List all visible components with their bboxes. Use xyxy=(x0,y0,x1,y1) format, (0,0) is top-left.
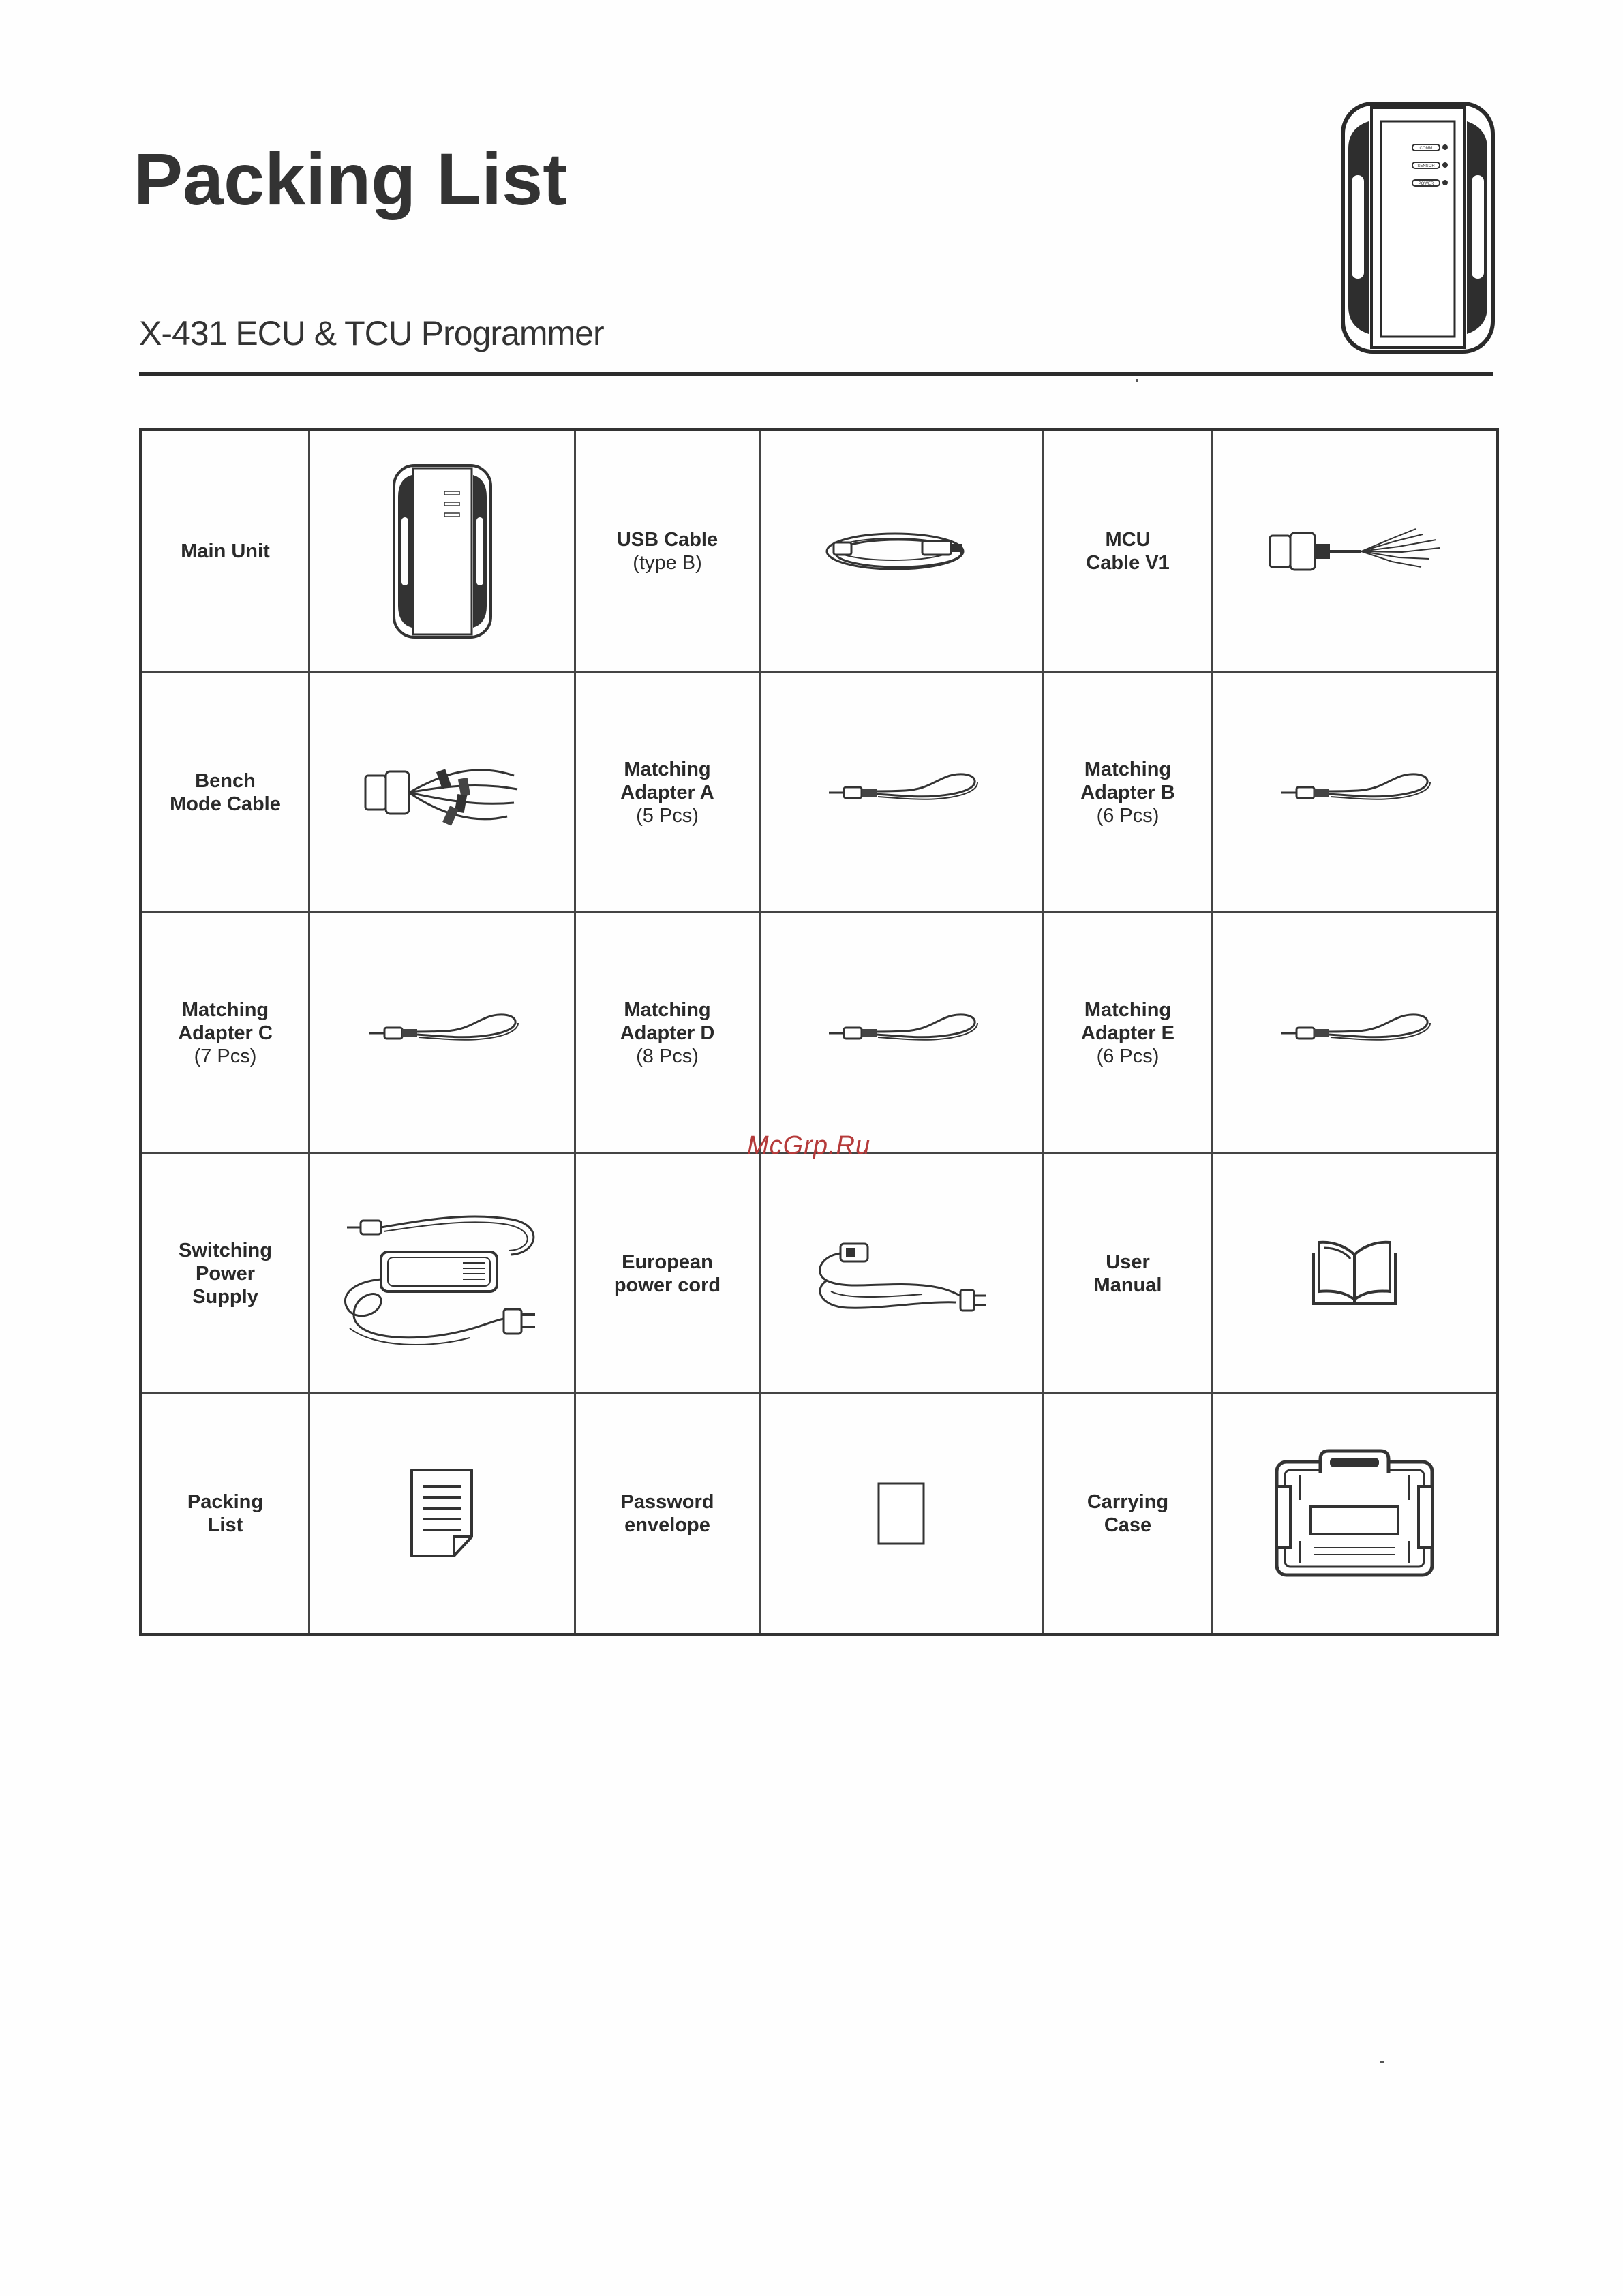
item-image-user-manual xyxy=(1213,1154,1498,1394)
hero-led-sensor: SENSOR xyxy=(1417,164,1435,168)
adapter-cable-icon xyxy=(364,1009,521,1057)
item-label-power-cord: European power cord xyxy=(575,1154,760,1394)
item-image-adapter-a xyxy=(760,673,1044,913)
page-subtitle: X-431 ECU & TCU Programmer xyxy=(139,314,604,352)
item-label-password-envelope: Password envelope xyxy=(575,1394,760,1635)
item-image-carrying-case xyxy=(1213,1394,1498,1635)
power-supply-icon xyxy=(333,1192,551,1356)
item-image-mcu-cable xyxy=(1213,430,1498,673)
scan-speck xyxy=(1136,379,1138,382)
title-divider xyxy=(139,372,1493,376)
adapter-cable-icon xyxy=(823,1009,980,1057)
item-label-adapter-a: Matching Adapter A (5 Pcs) xyxy=(575,673,760,913)
usb-cable-icon xyxy=(820,514,984,589)
item-image-adapter-e xyxy=(1213,913,1498,1154)
table-row xyxy=(141,913,1498,1154)
packing-table xyxy=(139,428,1499,1636)
book-icon xyxy=(1307,1233,1402,1315)
item-image-bench-mode-cable xyxy=(309,673,575,913)
item-label-carrying-case: Carrying Case xyxy=(1044,1394,1213,1635)
item-label-adapter-b: Matching Adapter B (6 Pcs) xyxy=(1044,673,1213,913)
scan-speck xyxy=(1380,2061,1384,2063)
table-row xyxy=(141,673,1498,913)
table-row xyxy=(141,430,1498,673)
hero-led-comm: COMM xyxy=(1419,147,1433,151)
item-image-password-envelope xyxy=(760,1394,1044,1635)
item-label-packing-list: Packing List xyxy=(141,1394,309,1635)
adapter-cable-icon xyxy=(1276,769,1433,816)
page-title: Packing List xyxy=(134,138,568,220)
item-image-main-unit xyxy=(309,430,575,673)
adapter-cable-icon xyxy=(823,769,980,816)
watermark: McGrp.Ru xyxy=(747,1131,871,1160)
table-row xyxy=(141,1394,1498,1635)
item-image-power-cord xyxy=(760,1154,1044,1394)
main-unit-device-icon xyxy=(1339,101,1497,354)
item-image-adapter-b xyxy=(1213,673,1498,913)
item-label-power-supply: Switching Power Supply xyxy=(141,1154,309,1394)
hero-led-power: POWER xyxy=(1418,182,1434,186)
table-row xyxy=(141,1154,1498,1394)
item-image-adapter-c xyxy=(309,913,575,1154)
item-image-adapter-d xyxy=(760,913,1044,1154)
adapter-cable-icon xyxy=(1276,1009,1433,1057)
document-icon xyxy=(405,1466,480,1561)
item-label-mcu-cable: MCU Cable V1 xyxy=(1044,430,1213,673)
power-cord-icon xyxy=(806,1226,997,1321)
item-label-adapter-d: Matching Adapter D (8 Pcs) xyxy=(575,913,760,1154)
bench-mode-cable-icon xyxy=(357,748,528,837)
item-label-main-unit: Main Unit xyxy=(141,430,309,673)
mcu-cable-icon xyxy=(1259,521,1450,582)
carrying-case-icon xyxy=(1273,1445,1436,1582)
envelope-icon xyxy=(875,1480,929,1548)
item-image-usb-cable xyxy=(760,430,1044,673)
item-label-bench-mode-cable: Bench Mode Cable xyxy=(141,673,309,913)
item-label-adapter-c: Matching Adapter C (7 Pcs) xyxy=(141,913,309,1154)
item-image-packing-list xyxy=(309,1394,575,1635)
main-unit-device-icon xyxy=(391,463,494,640)
item-label-usb-cable: USB Cable (type B) xyxy=(575,430,760,673)
item-label-adapter-e: Matching Adapter E (6 Pcs) xyxy=(1044,913,1213,1154)
item-image-power-supply xyxy=(309,1154,575,1394)
item-label-user-manual: User Manual xyxy=(1044,1154,1213,1394)
